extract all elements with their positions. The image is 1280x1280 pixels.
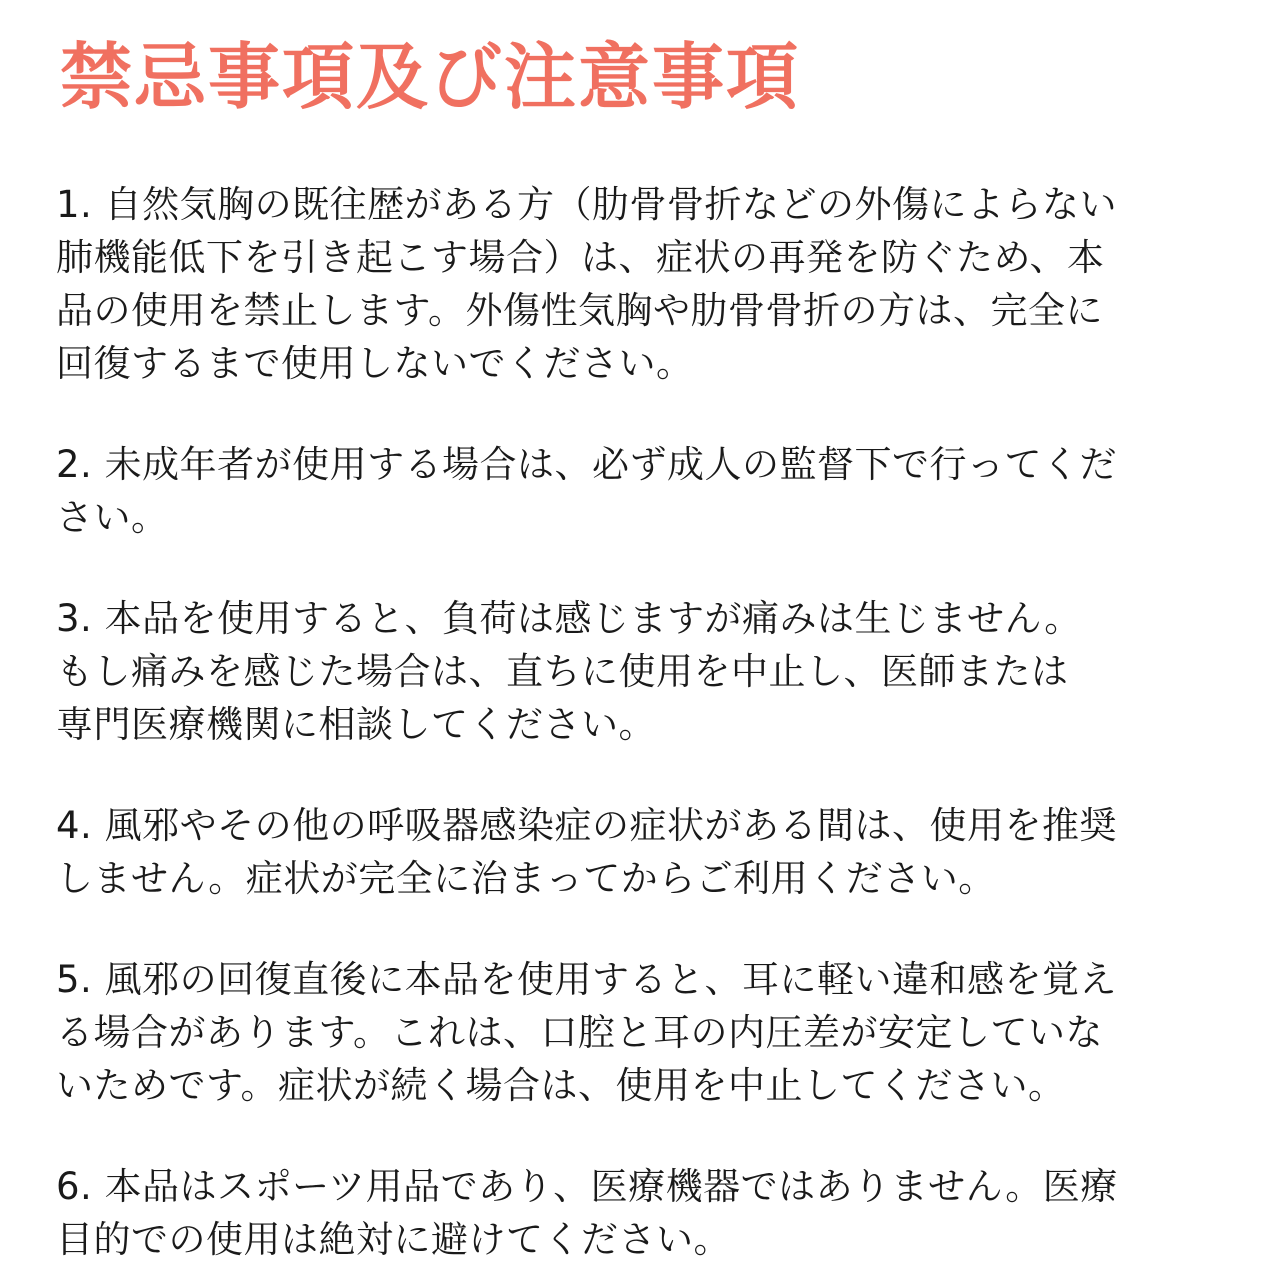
notice-line: さい。 — [56, 496, 169, 539]
notice-line: 1. 自然気胸の既往歴がある方（肋骨骨折などの外傷によらない — [56, 183, 1118, 226]
notice-line: る場合があります。これは、口腔と耳の内圧差が安定していな — [56, 1011, 1104, 1054]
notice-item-3 — [56, 592, 1226, 751]
notice-item-2 — [56, 438, 1226, 544]
notice-item-1 — [56, 178, 1226, 390]
notice-line: いためです。症状が続く場合は、使用を中止してください。 — [56, 1064, 1066, 1107]
notice-line: 肺機能低下を引き起こす場合）は、症状の再発を防ぐため、本 — [56, 236, 1105, 279]
notice-item-6 — [56, 1160, 1226, 1266]
notice-line: 5. 風邪の回復直後に本品を使用すると、耳に軽い違和感を覚え — [56, 958, 1118, 1001]
notice-line: 目的での使用は絶対に避けてください。 — [56, 1218, 731, 1261]
notice-item-5 — [56, 953, 1226, 1112]
page-title: 禁忌事項及び注意事項 — [60, 35, 801, 119]
notice-line: 2. 未成年者が使用する場合は、必ず成人の監督下で行ってくだ — [56, 443, 1118, 486]
notice-item-4 — [56, 799, 1226, 905]
notice-line: 専門医療機関に相談してください。 — [56, 703, 656, 746]
notice-line: 品の使用を禁止します。外傷性気胸や肋骨骨折の方は、完全に — [56, 289, 1104, 332]
notice-line: しません。症状が完全に治まってからご利用ください。 — [56, 857, 996, 900]
notice-line: もし痛みを感じた場合は、直ちに使用を中止し、医師または — [56, 650, 1069, 693]
notice-line: 6. 本品はスポーツ用品であり、医療機器ではありません。医療 — [56, 1165, 1118, 1208]
notice-line: 3. 本品を使用すると、負荷は感じますが痛みは生じません。 — [56, 597, 1082, 640]
notice-list — [56, 178, 1226, 1266]
notice-line: 4. 風邪やその他の呼吸器感染症の症状がある間は、使用を推奨 — [56, 804, 1118, 847]
notice-line: 回復するまで使用しないでください。 — [56, 342, 694, 385]
